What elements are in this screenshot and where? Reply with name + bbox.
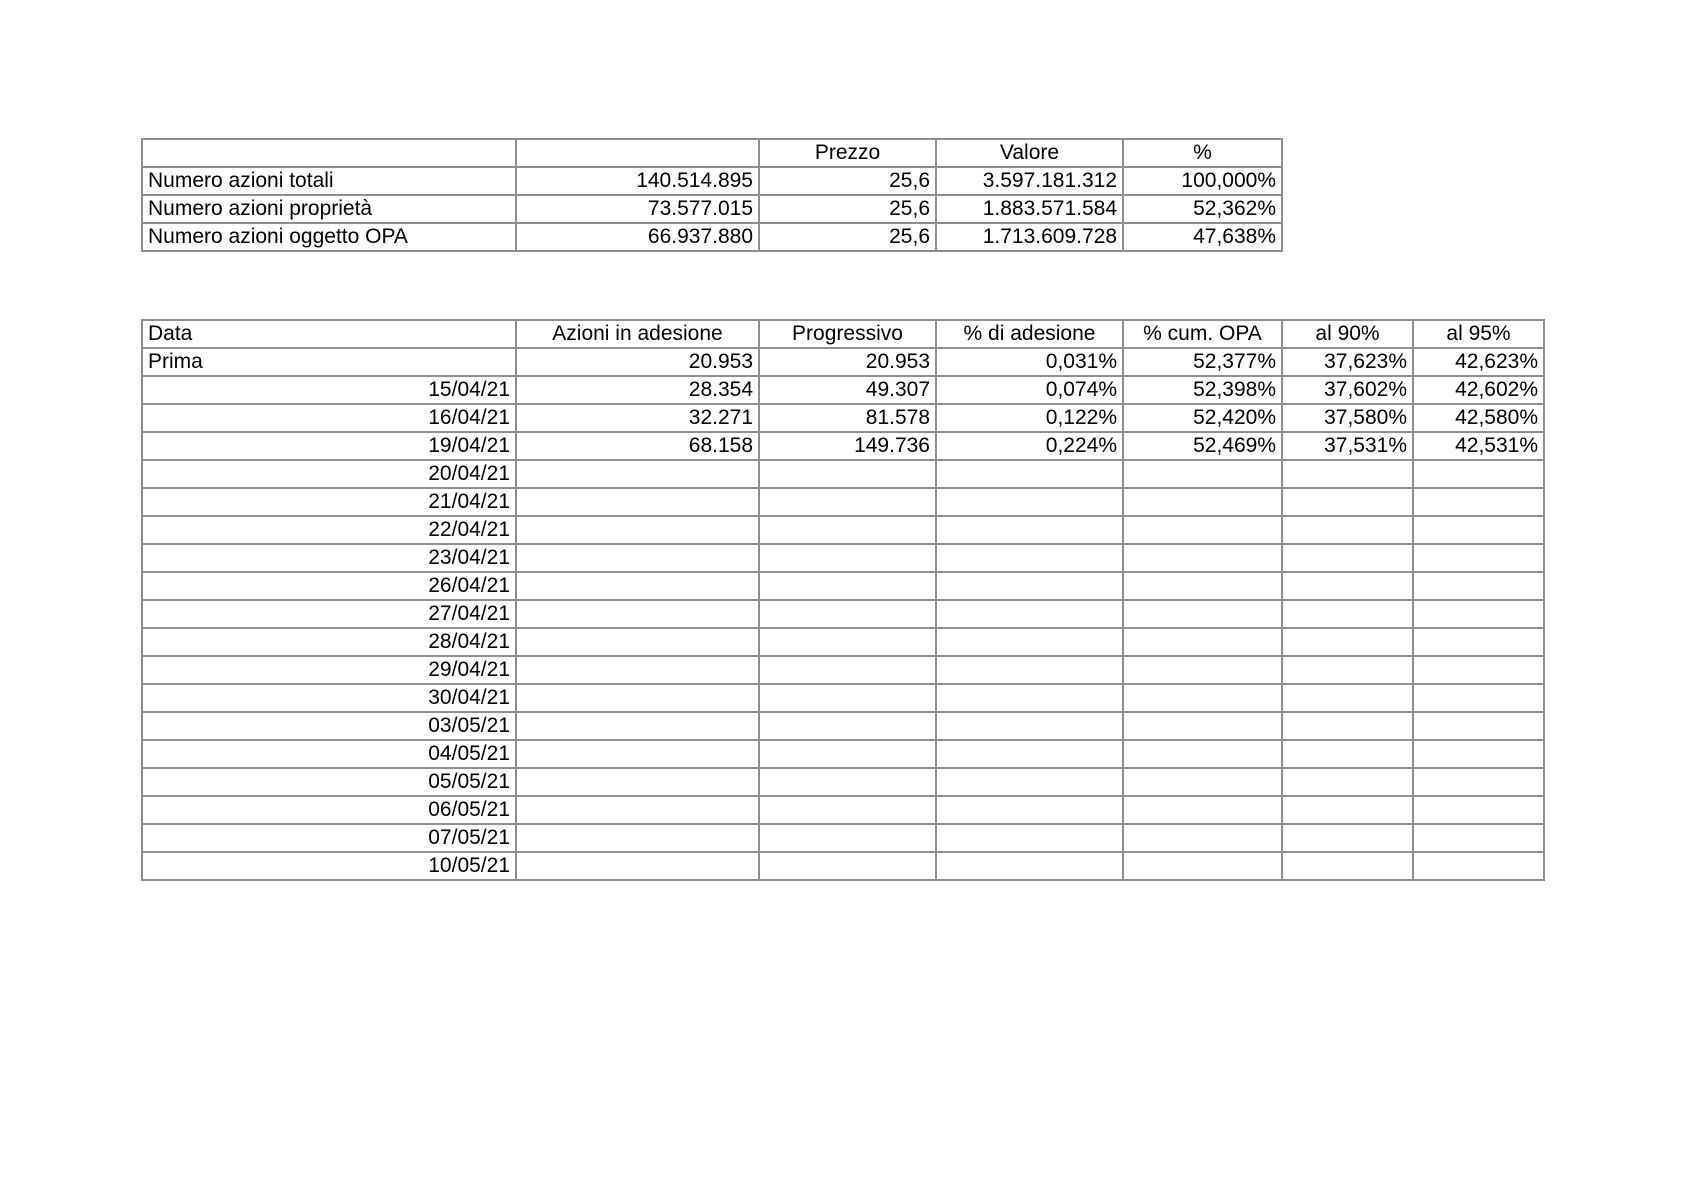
cell-pct-adhesion[interactable]	[936, 600, 1123, 628]
cell-progressive[interactable]	[759, 712, 936, 740]
cell-pct-adhesion[interactable]	[936, 684, 1123, 712]
cell-pct-adhesion[interactable]	[936, 796, 1123, 824]
cell-al95[interactable]: 42,623%	[1413, 348, 1544, 376]
cell-progressive[interactable]	[759, 796, 936, 824]
cell-pct-cum[interactable]	[1123, 768, 1282, 796]
cell-shares[interactable]	[516, 712, 759, 740]
cell-al95[interactable]: 42,580%	[1413, 404, 1544, 432]
cell-date[interactable]: Prima	[142, 348, 516, 376]
cell-pct-cum[interactable]: 52,377%	[1123, 348, 1282, 376]
cell-shares[interactable]	[516, 824, 759, 852]
cell-al90[interactable]: 37,623%	[1282, 348, 1413, 376]
cell-date[interactable]: 19/04/21	[142, 432, 516, 460]
cell-progressive[interactable]	[759, 488, 936, 516]
summary-header-price[interactable]: Prezzo	[759, 139, 936, 167]
summary-header-value[interactable]: Valore	[936, 139, 1123, 167]
cell-date[interactable]: 29/04/21	[142, 656, 516, 684]
summary-header-pct[interactable]: %	[1123, 139, 1282, 167]
cell-shares[interactable]	[516, 740, 759, 768]
adhesion-row	[142, 712, 1544, 740]
summary-price[interactable]: 25,6	[759, 167, 936, 195]
cell-al95[interactable]	[1413, 544, 1544, 572]
cell-al90[interactable]	[1282, 852, 1413, 880]
cell-progressive[interactable]	[759, 768, 936, 796]
cell-al95[interactable]	[1413, 796, 1544, 824]
cell-pct-adhesion[interactable]	[936, 628, 1123, 656]
cell-al90[interactable]: 37,531%	[1282, 432, 1413, 460]
header-pct-adhesion[interactable]: % di adesione	[936, 320, 1123, 348]
cell-pct-adhesion[interactable]: 0,122%	[936, 404, 1123, 432]
summary-shares[interactable]: 140.514.895	[516, 167, 759, 195]
cell-pct-cum[interactable]	[1123, 796, 1282, 824]
adhesion-row	[142, 684, 1544, 712]
cell-pct-cum[interactable]	[1123, 740, 1282, 768]
summary-label[interactable]: Numero azioni proprietà	[142, 195, 516, 223]
cell-date[interactable]: 21/04/21	[142, 488, 516, 516]
cell-pct-cum[interactable]	[1123, 628, 1282, 656]
cell-progressive[interactable]: 20.953	[759, 348, 936, 376]
cell-date[interactable]: 27/04/21	[142, 600, 516, 628]
cell-al95[interactable]	[1413, 628, 1544, 656]
cell-al90[interactable]	[1282, 684, 1413, 712]
cell-al95[interactable]	[1413, 824, 1544, 852]
cell-date[interactable]: 22/04/21	[142, 516, 516, 544]
cell-pct-adhesion[interactable]	[936, 712, 1123, 740]
summary-label[interactable]: Numero azioni totali	[142, 167, 516, 195]
cell-al90[interactable]	[1282, 656, 1413, 684]
adhesion-row	[142, 628, 1544, 656]
cell-pct-cum[interactable]: 52,420%	[1123, 404, 1282, 432]
cell-date[interactable]: 30/04/21	[142, 684, 516, 712]
cell-shares[interactable]	[516, 796, 759, 824]
cell-al95[interactable]	[1413, 600, 1544, 628]
cell-al95[interactable]	[1413, 852, 1544, 880]
cell-al95[interactable]	[1413, 516, 1544, 544]
summary-shares[interactable]: 66.937.880	[516, 223, 759, 251]
summary-row	[142, 195, 1282, 223]
cell-pct-cum[interactable]	[1123, 516, 1282, 544]
header-pct-cum[interactable]: % cum. OPA	[1123, 320, 1282, 348]
adhesion-row	[142, 376, 1544, 404]
cell-date[interactable]: 15/04/21	[142, 376, 516, 404]
header-al95[interactable]: al 95%	[1413, 320, 1544, 348]
cell-shares[interactable]	[516, 488, 759, 516]
adhesion-row	[142, 404, 1544, 432]
cell-pct-cum[interactable]	[1123, 824, 1282, 852]
summary-header-cell[interactable]	[516, 139, 759, 167]
cell-al90[interactable]	[1282, 460, 1413, 488]
summary-value[interactable]: 1.883.571.584	[936, 195, 1123, 223]
summary-pct[interactable]: 47,638%	[1123, 223, 1282, 251]
cell-pct-adhesion[interactable]: 0,224%	[936, 432, 1123, 460]
adhesion-row	[142, 544, 1544, 572]
cell-shares[interactable]	[516, 544, 759, 572]
summary-price[interactable]: 25,6	[759, 195, 936, 223]
header-date[interactable]: Data	[142, 320, 516, 348]
summary-price[interactable]: 25,6	[759, 223, 936, 251]
cell-progressive[interactable]	[759, 740, 936, 768]
adhesion-row	[142, 600, 1544, 628]
cell-pct-cum[interactable]	[1123, 572, 1282, 600]
cell-progressive[interactable]	[759, 684, 936, 712]
cell-date[interactable]: 07/05/21	[142, 824, 516, 852]
cell-progressive[interactable]	[759, 656, 936, 684]
cell-shares[interactable]	[516, 600, 759, 628]
cell-date[interactable]: 28/04/21	[142, 628, 516, 656]
cell-date[interactable]: 04/05/21	[142, 740, 516, 768]
cell-pct-adhesion[interactable]	[936, 460, 1123, 488]
cell-shares[interactable]: 32.271	[516, 404, 759, 432]
cell-pct-adhesion[interactable]	[936, 488, 1123, 516]
cell-al95[interactable]: 42,531%	[1413, 432, 1544, 460]
cell-shares[interactable]: 20.953	[516, 348, 759, 376]
cell-pct-adhesion[interactable]	[936, 824, 1123, 852]
summary-header-cell[interactable]	[142, 139, 516, 167]
cell-al95[interactable]	[1413, 712, 1544, 740]
cell-al90[interactable]	[1282, 600, 1413, 628]
cell-al95[interactable]	[1413, 488, 1544, 516]
cell-pct-adhesion[interactable]	[936, 768, 1123, 796]
cell-date[interactable]: 20/04/21	[142, 460, 516, 488]
cell-pct-cum[interactable]	[1123, 488, 1282, 516]
cell-pct-adhesion[interactable]	[936, 740, 1123, 768]
summary-shares[interactable]: 73.577.015	[516, 195, 759, 223]
cell-shares[interactable]	[516, 684, 759, 712]
cell-progressive[interactable]	[759, 516, 936, 544]
cell-al95[interactable]	[1413, 460, 1544, 488]
cell-pct-cum[interactable]	[1123, 684, 1282, 712]
summary-pct[interactable]: 52,362%	[1123, 195, 1282, 223]
cell-al90[interactable]	[1282, 796, 1413, 824]
adhesion-row	[142, 460, 1544, 488]
cell-pct-adhesion[interactable]	[936, 572, 1123, 600]
cell-pct-adhesion[interactable]: 0,031%	[936, 348, 1123, 376]
cell-progressive[interactable]	[759, 572, 936, 600]
cell-date[interactable]: 10/05/21	[142, 852, 516, 880]
cell-progressive[interactable]: 81.578	[759, 404, 936, 432]
cell-al90[interactable]: 37,602%	[1282, 376, 1413, 404]
cell-shares[interactable]	[516, 460, 759, 488]
cell-al95[interactable]	[1413, 684, 1544, 712]
cell-shares[interactable]: 68.158	[516, 432, 759, 460]
cell-shares[interactable]	[516, 656, 759, 684]
cell-al90[interactable]	[1282, 572, 1413, 600]
cell-pct-cum[interactable]	[1123, 544, 1282, 572]
cell-shares[interactable]	[516, 516, 759, 544]
adhesion-row	[142, 516, 1544, 544]
summary-row	[142, 167, 1282, 195]
cell-progressive[interactable]: 49.307	[759, 376, 936, 404]
cell-pct-adhesion[interactable]: 0,074%	[936, 376, 1123, 404]
cell-al95[interactable]	[1413, 740, 1544, 768]
summary-value[interactable]: 3.597.181.312	[936, 167, 1123, 195]
summary-label[interactable]: Numero azioni oggetto OPA	[142, 223, 516, 251]
adhesion-row	[142, 740, 1544, 768]
summary-table	[141, 138, 1283, 252]
adhesion-row	[142, 488, 1544, 516]
adhesion-row	[142, 572, 1544, 600]
cell-al95[interactable]: 42,602%	[1413, 376, 1544, 404]
cell-pct-adhesion[interactable]	[936, 516, 1123, 544]
cell-progressive[interactable]	[759, 600, 936, 628]
cell-al90[interactable]	[1282, 544, 1413, 572]
cell-shares[interactable]	[516, 628, 759, 656]
header-progressive[interactable]: Progressivo	[759, 320, 936, 348]
cell-al95[interactable]	[1413, 656, 1544, 684]
cell-date[interactable]: 26/04/21	[142, 572, 516, 600]
cell-al90[interactable]: 37,580%	[1282, 404, 1413, 432]
cell-progressive[interactable]	[759, 628, 936, 656]
cell-progressive[interactable]: 149.736	[759, 432, 936, 460]
cell-date[interactable]: 03/05/21	[142, 712, 516, 740]
header-al90[interactable]: al 90%	[1282, 320, 1413, 348]
cell-pct-cum[interactable]	[1123, 852, 1282, 880]
cell-al90[interactable]	[1282, 768, 1413, 796]
cell-date[interactable]: 06/05/21	[142, 796, 516, 824]
cell-al90[interactable]	[1282, 516, 1413, 544]
cell-shares[interactable]	[516, 768, 759, 796]
cell-shares[interactable]	[516, 852, 759, 880]
adhesion-row	[142, 656, 1544, 684]
header-shares[interactable]: Azioni in adesione	[516, 320, 759, 348]
adhesion-row	[142, 852, 1544, 880]
adhesion-row	[142, 348, 1544, 376]
cell-pct-cum[interactable]	[1123, 656, 1282, 684]
adhesion-row	[142, 432, 1544, 460]
cell-progressive[interactable]	[759, 460, 936, 488]
adhesion-row	[142, 768, 1544, 796]
summary-value[interactable]: 1.713.609.728	[936, 223, 1123, 251]
cell-pct-cum[interactable]: 52,469%	[1123, 432, 1282, 460]
cell-progressive[interactable]	[759, 544, 936, 572]
cell-date[interactable]: 16/04/21	[142, 404, 516, 432]
cell-shares[interactable]	[516, 572, 759, 600]
cell-al90[interactable]	[1282, 712, 1413, 740]
summary-pct[interactable]: 100,000%	[1123, 167, 1282, 195]
summary-body	[142, 139, 1282, 251]
cell-pct-cum[interactable]	[1123, 460, 1282, 488]
cell-pct-adhesion[interactable]	[936, 544, 1123, 572]
cell-pct-adhesion[interactable]	[936, 656, 1123, 684]
cell-date[interactable]: 05/05/21	[142, 768, 516, 796]
cell-date[interactable]: 23/04/21	[142, 544, 516, 572]
adhesion-body	[142, 320, 1544, 880]
cell-pct-cum[interactable]	[1123, 712, 1282, 740]
cell-progressive[interactable]	[759, 824, 936, 852]
cell-pct-cum[interactable]	[1123, 600, 1282, 628]
adhesion-row	[142, 824, 1544, 852]
summary-header-row	[142, 139, 1282, 167]
cell-al90[interactable]	[1282, 628, 1413, 656]
cell-progressive[interactable]	[759, 852, 936, 880]
cell-al90[interactable]	[1282, 488, 1413, 516]
cell-al95[interactable]	[1413, 768, 1544, 796]
cell-al90[interactable]	[1282, 824, 1413, 852]
cell-al95[interactable]	[1413, 572, 1544, 600]
cell-pct-adhesion[interactable]	[936, 852, 1123, 880]
adhesion-row	[142, 796, 1544, 824]
adhesion-table	[141, 319, 1545, 881]
cell-al90[interactable]	[1282, 740, 1413, 768]
adhesion-header-row	[142, 320, 1544, 348]
cell-shares[interactable]: 28.354	[516, 376, 759, 404]
summary-row	[142, 223, 1282, 251]
cell-pct-cum[interactable]: 52,398%	[1123, 376, 1282, 404]
